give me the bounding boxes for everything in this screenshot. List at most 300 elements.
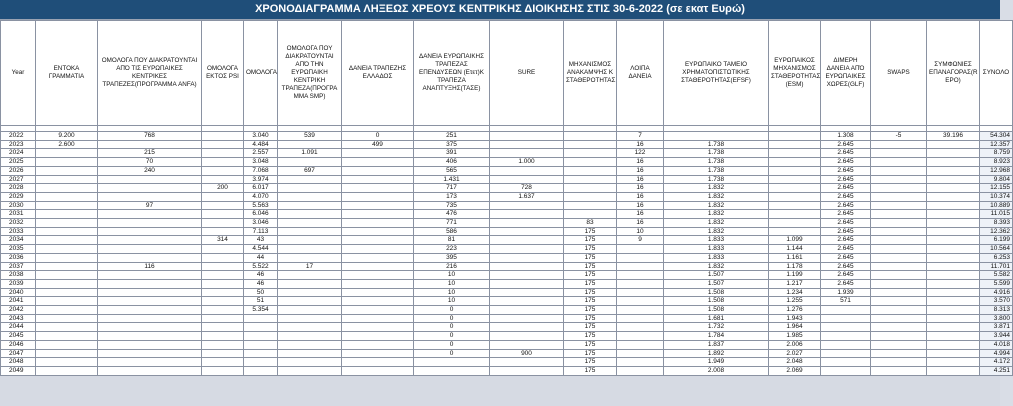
table-cell[interactable]: 1.833 xyxy=(664,245,769,254)
table-cell[interactable]: 1.091 xyxy=(278,149,342,158)
table-cell[interactable]: 1.178 xyxy=(769,262,821,271)
table-cell[interactable] xyxy=(564,175,617,184)
table-cell[interactable] xyxy=(617,323,664,332)
table-cell[interactable]: 2.645 xyxy=(821,140,871,149)
table-cell[interactable] xyxy=(278,288,342,297)
table-cell[interactable]: -5 xyxy=(871,132,927,141)
table-cell[interactable]: 3.048 xyxy=(244,158,278,167)
table-cell[interactable]: 50 xyxy=(244,288,278,297)
table-cell[interactable]: 175 xyxy=(564,227,617,236)
table-cell[interactable]: 175 xyxy=(564,366,617,375)
table-cell[interactable] xyxy=(278,358,342,367)
table-cell[interactable] xyxy=(871,262,927,271)
table-cell[interactable]: 2.645 xyxy=(821,192,871,201)
table-cell[interactable]: 1.964 xyxy=(769,323,821,332)
table-cell[interactable] xyxy=(244,332,278,341)
table-cell[interactable]: 5.354 xyxy=(244,306,278,315)
year-cell[interactable]: 2041 xyxy=(1,297,36,306)
year-cell[interactable]: 2028 xyxy=(1,184,36,193)
table-cell[interactable] xyxy=(769,166,821,175)
table-cell[interactable]: 1.508 xyxy=(664,297,769,306)
table-cell[interactable]: 216 xyxy=(414,262,490,271)
table-cell[interactable] xyxy=(927,314,980,323)
header-eib-loans[interactable]: ΔΑΝΕΙΑ ΕΥΡΩΠΑΙΚΗΣ ΤΡΑΠΕΖΑΣ ΕΠΕΝΔΥΣΕΩΝ (Ετετ)Κ ΤΡΑΠΕΖΑ ΑΝΑΠΤΥΞΗΣ(ΤΑΣΕ) xyxy=(414,21,490,126)
table-cell[interactable]: 1.985 xyxy=(769,332,821,341)
table-cell[interactable]: 1.217 xyxy=(769,279,821,288)
table-cell[interactable] xyxy=(617,366,664,375)
table-cell[interactable]: 735 xyxy=(414,201,490,210)
table-cell[interactable] xyxy=(564,166,617,175)
table-cell[interactable] xyxy=(769,140,821,149)
table-cell[interactable] xyxy=(342,236,414,245)
table-cell[interactable]: 81 xyxy=(414,236,490,245)
year-cell[interactable]: 2033 xyxy=(1,227,36,236)
table-cell[interactable]: 2.645 xyxy=(821,271,871,280)
table-cell[interactable] xyxy=(202,271,244,280)
table-cell[interactable]: 1.276 xyxy=(769,306,821,315)
table-cell[interactable] xyxy=(278,158,342,167)
table-cell[interactable] xyxy=(36,184,98,193)
table-cell[interactable]: 4.484 xyxy=(244,140,278,149)
table-cell[interactable]: 240 xyxy=(98,166,202,175)
table-cell[interactable] xyxy=(202,245,244,254)
table-cell[interactable] xyxy=(36,201,98,210)
header-bonds-ex-psi[interactable]: ΟΜΟΛΟΓΑ ΕΚΤΟΣ PSI xyxy=(202,21,244,126)
table-cell[interactable] xyxy=(927,279,980,288)
table-cell[interactable] xyxy=(927,158,980,167)
total-cell[interactable]: 4.172 xyxy=(980,358,1013,367)
header-swaps[interactable]: SWAPS xyxy=(871,21,927,126)
table-cell[interactable]: 2.008 xyxy=(664,366,769,375)
table-cell[interactable] xyxy=(821,349,871,358)
table-cell[interactable]: 1.308 xyxy=(821,132,871,141)
table-cell[interactable] xyxy=(342,184,414,193)
table-cell[interactable]: 2.645 xyxy=(821,166,871,175)
year-cell[interactable]: 2038 xyxy=(1,271,36,280)
table-cell[interactable] xyxy=(927,210,980,219)
header-esm[interactable]: ΕΥΡΩΠΑΙΚΟΣ ΜΗΧΑΝΙΣΜΟΣ ΣΤΑΘΕΡΟΤΗΤΑΣ (ESM) xyxy=(769,21,821,126)
table-cell[interactable]: 4.070 xyxy=(244,192,278,201)
table-cell[interactable] xyxy=(202,366,244,375)
table-cell[interactable] xyxy=(871,192,927,201)
year-cell[interactable]: 2045 xyxy=(1,332,36,341)
total-cell[interactable]: 9.804 xyxy=(980,175,1013,184)
table-cell[interactable]: 1.234 xyxy=(769,288,821,297)
table-cell[interactable] xyxy=(202,175,244,184)
table-cell[interactable]: 2.645 xyxy=(821,219,871,228)
table-cell[interactable]: 175 xyxy=(564,288,617,297)
table-cell[interactable] xyxy=(871,253,927,262)
table-cell[interactable] xyxy=(202,227,244,236)
table-cell[interactable] xyxy=(927,166,980,175)
table-cell[interactable] xyxy=(871,219,927,228)
table-cell[interactable] xyxy=(769,132,821,141)
year-cell[interactable]: 2043 xyxy=(1,314,36,323)
total-cell[interactable]: 8.923 xyxy=(980,158,1013,167)
table-cell[interactable] xyxy=(617,271,664,280)
table-cell[interactable]: 2.557 xyxy=(244,149,278,158)
total-cell[interactable]: 8.759 xyxy=(980,149,1013,158)
table-cell[interactable] xyxy=(36,366,98,375)
table-cell[interactable] xyxy=(871,323,927,332)
table-cell[interactable] xyxy=(490,140,564,149)
year-cell[interactable]: 2048 xyxy=(1,358,36,367)
year-cell[interactable]: 2023 xyxy=(1,140,36,149)
table-cell[interactable] xyxy=(821,306,871,315)
header-year[interactable]: Year xyxy=(1,21,36,126)
table-cell[interactable] xyxy=(98,323,202,332)
table-cell[interactable] xyxy=(278,297,342,306)
total-cell[interactable]: 8.393 xyxy=(980,219,1013,228)
table-cell[interactable]: 16 xyxy=(617,140,664,149)
table-cell[interactable] xyxy=(564,140,617,149)
table-cell[interactable]: 1.837 xyxy=(664,340,769,349)
table-cell[interactable] xyxy=(244,349,278,358)
header-treasury-bills[interactable]: ΕΝΤΟΚΑ ΓΡΑΜΜΑΤΙΑ xyxy=(36,21,98,126)
table-cell[interactable] xyxy=(871,314,927,323)
total-cell[interactable]: 10.889 xyxy=(980,201,1013,210)
table-cell[interactable]: 2.645 xyxy=(821,245,871,254)
total-cell[interactable]: 3.800 xyxy=(980,314,1013,323)
header-sure[interactable]: SURE xyxy=(490,21,564,126)
table-cell[interactable] xyxy=(36,192,98,201)
table-cell[interactable] xyxy=(342,219,414,228)
table-cell[interactable] xyxy=(342,210,414,219)
table-cell[interactable] xyxy=(617,358,664,367)
table-cell[interactable]: 1.738 xyxy=(664,166,769,175)
table-cell[interactable] xyxy=(98,219,202,228)
table-cell[interactable]: 1.832 xyxy=(664,184,769,193)
table-cell[interactable] xyxy=(98,236,202,245)
table-cell[interactable] xyxy=(36,236,98,245)
table-cell[interactable] xyxy=(927,253,980,262)
table-cell[interactable]: 586 xyxy=(414,227,490,236)
table-cell[interactable]: 10 xyxy=(617,227,664,236)
table-cell[interactable] xyxy=(490,253,564,262)
total-cell[interactable]: 12.155 xyxy=(980,184,1013,193)
table-cell[interactable] xyxy=(490,175,564,184)
table-cell[interactable]: 1.000 xyxy=(490,158,564,167)
table-cell[interactable] xyxy=(490,227,564,236)
table-cell[interactable] xyxy=(98,288,202,297)
table-cell[interactable]: 406 xyxy=(414,158,490,167)
year-cell[interactable]: 2029 xyxy=(1,192,36,201)
table-cell[interactable]: 175 xyxy=(564,349,617,358)
total-cell[interactable]: 8.313 xyxy=(980,306,1013,315)
table-cell[interactable]: 5.563 xyxy=(244,201,278,210)
total-cell[interactable]: 5.582 xyxy=(980,271,1013,280)
table-cell[interactable] xyxy=(564,184,617,193)
year-cell[interactable]: 2030 xyxy=(1,201,36,210)
table-cell[interactable] xyxy=(927,184,980,193)
table-cell[interactable] xyxy=(36,175,98,184)
table-cell[interactable]: 0 xyxy=(414,306,490,315)
table-cell[interactable]: 175 xyxy=(564,271,617,280)
table-cell[interactable] xyxy=(278,210,342,219)
header-repo[interactable]: ΣΥΜΦΩΝΙΕΣ ΕΠΑΝΑΓΟΡΑΣ(R EPO) xyxy=(927,21,980,126)
table-cell[interactable] xyxy=(490,306,564,315)
table-cell[interactable] xyxy=(278,245,342,254)
table-cell[interactable] xyxy=(202,314,244,323)
table-cell[interactable] xyxy=(490,262,564,271)
table-cell[interactable] xyxy=(490,210,564,219)
table-cell[interactable] xyxy=(278,366,342,375)
table-cell[interactable] xyxy=(36,306,98,315)
table-cell[interactable]: 900 xyxy=(490,349,564,358)
table-cell[interactable]: 2.645 xyxy=(821,262,871,271)
table-cell[interactable] xyxy=(927,201,980,210)
table-cell[interactable]: 175 xyxy=(564,314,617,323)
table-cell[interactable]: 0 xyxy=(414,349,490,358)
year-cell[interactable]: 2036 xyxy=(1,253,36,262)
table-cell[interactable] xyxy=(821,340,871,349)
table-cell[interactable] xyxy=(342,262,414,271)
table-cell[interactable]: 1.832 xyxy=(664,210,769,219)
table-cell[interactable] xyxy=(871,332,927,341)
total-cell[interactable]: 12.968 xyxy=(980,166,1013,175)
year-cell[interactable]: 2031 xyxy=(1,210,36,219)
total-cell[interactable]: 4.018 xyxy=(980,340,1013,349)
total-cell[interactable]: 3.871 xyxy=(980,323,1013,332)
table-cell[interactable]: 2.645 xyxy=(821,236,871,245)
table-cell[interactable]: 1.833 xyxy=(664,253,769,262)
table-cell[interactable] xyxy=(244,323,278,332)
table-cell[interactable] xyxy=(490,245,564,254)
table-cell[interactable]: 2.645 xyxy=(821,184,871,193)
table-cell[interactable] xyxy=(36,279,98,288)
year-cell[interactable]: 2034 xyxy=(1,236,36,245)
table-cell[interactable]: 16 xyxy=(617,166,664,175)
table-cell[interactable]: 2.645 xyxy=(821,201,871,210)
table-cell[interactable] xyxy=(278,271,342,280)
total-cell[interactable]: 4.994 xyxy=(980,349,1013,358)
table-cell[interactable]: 1.833 xyxy=(664,236,769,245)
table-cell[interactable] xyxy=(342,366,414,375)
table-cell[interactable] xyxy=(202,140,244,149)
table-cell[interactable] xyxy=(278,140,342,149)
table-cell[interactable] xyxy=(342,288,414,297)
table-cell[interactable]: 175 xyxy=(564,245,617,254)
table-cell[interactable] xyxy=(564,192,617,201)
table-cell[interactable] xyxy=(98,192,202,201)
table-cell[interactable]: 1.832 xyxy=(664,227,769,236)
table-cell[interactable] xyxy=(202,166,244,175)
table-cell[interactable] xyxy=(490,219,564,228)
table-cell[interactable] xyxy=(278,175,342,184)
table-cell[interactable] xyxy=(278,314,342,323)
table-cell[interactable] xyxy=(36,314,98,323)
table-cell[interactable] xyxy=(871,140,927,149)
total-cell[interactable]: 6.199 xyxy=(980,236,1013,245)
table-cell[interactable] xyxy=(490,201,564,210)
year-cell[interactable]: 2046 xyxy=(1,340,36,349)
table-cell[interactable] xyxy=(342,253,414,262)
table-cell[interactable]: 771 xyxy=(414,219,490,228)
table-cell[interactable] xyxy=(98,340,202,349)
year-cell[interactable]: 2049 xyxy=(1,366,36,375)
header-smp-bonds[interactable]: ΟΜΟΛΟΓΑ ΠΟΥ ΔΙΑΚΡΑΤΟΥΝΤΑΙ ΑΠΌ ΤΗΝ ΕΥΡΩΠΑΙΚΗ ΚΕΝΤΡΙΚΗ ΤΡΑΠΕΖΑ(ΠΡΟΓΡΑ ΜΜΑ SMP) xyxy=(278,21,342,126)
table-cell[interactable] xyxy=(342,166,414,175)
table-cell[interactable] xyxy=(202,323,244,332)
table-cell[interactable]: 2.006 xyxy=(769,340,821,349)
table-cell[interactable]: 175 xyxy=(564,262,617,271)
table-cell[interactable] xyxy=(871,306,927,315)
table-cell[interactable]: 2.645 xyxy=(821,227,871,236)
table-cell[interactable] xyxy=(617,340,664,349)
table-cell[interactable]: 3.974 xyxy=(244,175,278,184)
table-cell[interactable]: 1.508 xyxy=(664,288,769,297)
header-bank-of-greece-loans[interactable]: ΔΑΝΕΙΑ ΤΡΑΠΕΖΗΣ ΕΛΛΑΔΟΣ xyxy=(342,21,414,126)
table-cell[interactable] xyxy=(871,158,927,167)
year-cell[interactable]: 2025 xyxy=(1,158,36,167)
table-cell[interactable] xyxy=(564,210,617,219)
table-cell[interactable] xyxy=(927,271,980,280)
table-cell[interactable]: 2.645 xyxy=(821,210,871,219)
table-cell[interactable] xyxy=(202,279,244,288)
total-cell[interactable]: 4.916 xyxy=(980,288,1013,297)
year-cell[interactable]: 2024 xyxy=(1,149,36,158)
table-cell[interactable] xyxy=(36,210,98,219)
table-cell[interactable] xyxy=(342,201,414,210)
table-cell[interactable] xyxy=(871,366,927,375)
table-cell[interactable] xyxy=(927,175,980,184)
table-cell[interactable] xyxy=(342,192,414,201)
table-cell[interactable]: 10 xyxy=(414,279,490,288)
table-cell[interactable]: 1.832 xyxy=(664,192,769,201)
table-cell[interactable] xyxy=(927,340,980,349)
table-cell[interactable] xyxy=(871,288,927,297)
year-cell[interactable]: 2035 xyxy=(1,245,36,254)
year-cell[interactable]: 2044 xyxy=(1,323,36,332)
table-cell[interactable] xyxy=(871,227,927,236)
table-cell[interactable]: 173 xyxy=(414,192,490,201)
table-cell[interactable] xyxy=(927,358,980,367)
table-cell[interactable] xyxy=(871,340,927,349)
table-cell[interactable]: 1.255 xyxy=(769,297,821,306)
table-cell[interactable]: 0 xyxy=(414,323,490,332)
table-cell[interactable]: 0 xyxy=(342,132,414,141)
table-cell[interactable] xyxy=(36,149,98,158)
table-cell[interactable] xyxy=(769,210,821,219)
table-cell[interactable] xyxy=(36,245,98,254)
total-cell[interactable]: 3.570 xyxy=(980,297,1013,306)
table-cell[interactable] xyxy=(36,358,98,367)
table-cell[interactable]: 16 xyxy=(617,210,664,219)
table-cell[interactable] xyxy=(278,236,342,245)
table-cell[interactable]: 395 xyxy=(414,253,490,262)
table-cell[interactable] xyxy=(490,166,564,175)
table-cell[interactable] xyxy=(202,332,244,341)
table-cell[interactable] xyxy=(36,253,98,262)
table-cell[interactable]: 1.431 xyxy=(414,175,490,184)
table-cell[interactable] xyxy=(617,262,664,271)
table-cell[interactable]: 0 xyxy=(414,314,490,323)
table-cell[interactable] xyxy=(617,253,664,262)
year-cell[interactable]: 2040 xyxy=(1,288,36,297)
total-cell[interactable]: 11.701 xyxy=(980,262,1013,271)
table-cell[interactable] xyxy=(36,219,98,228)
table-cell[interactable] xyxy=(821,358,871,367)
table-cell[interactable]: 0 xyxy=(414,340,490,349)
table-cell[interactable] xyxy=(871,297,927,306)
table-cell[interactable]: 1.738 xyxy=(664,158,769,167)
table-cell[interactable] xyxy=(98,175,202,184)
table-cell[interactable] xyxy=(927,192,980,201)
table-cell[interactable] xyxy=(927,323,980,332)
table-cell[interactable] xyxy=(98,279,202,288)
table-cell[interactable] xyxy=(490,297,564,306)
table-cell[interactable] xyxy=(36,349,98,358)
table-cell[interactable]: 1.784 xyxy=(664,332,769,341)
table-cell[interactable] xyxy=(244,340,278,349)
table-cell[interactable] xyxy=(98,297,202,306)
table-cell[interactable] xyxy=(617,245,664,254)
table-cell[interactable]: 46 xyxy=(244,279,278,288)
total-cell[interactable]: 12.357 xyxy=(980,140,1013,149)
table-cell[interactable] xyxy=(927,366,980,375)
table-cell[interactable] xyxy=(927,262,980,271)
table-cell[interactable]: 97 xyxy=(98,201,202,210)
table-cell[interactable] xyxy=(490,288,564,297)
table-cell[interactable]: 70 xyxy=(98,158,202,167)
table-cell[interactable] xyxy=(414,366,490,375)
year-cell[interactable]: 2022 xyxy=(1,132,36,141)
table-cell[interactable] xyxy=(202,149,244,158)
table-cell[interactable] xyxy=(490,366,564,375)
table-cell[interactable] xyxy=(927,349,980,358)
table-cell[interactable] xyxy=(98,253,202,262)
table-cell[interactable] xyxy=(821,314,871,323)
table-cell[interactable] xyxy=(98,245,202,254)
table-cell[interactable] xyxy=(927,306,980,315)
table-cell[interactable] xyxy=(871,236,927,245)
table-cell[interactable] xyxy=(202,158,244,167)
table-cell[interactable]: 9 xyxy=(617,236,664,245)
table-cell[interactable]: 0 xyxy=(414,332,490,341)
table-cell[interactable] xyxy=(871,271,927,280)
table-cell[interactable] xyxy=(36,166,98,175)
table-cell[interactable] xyxy=(871,201,927,210)
table-cell[interactable] xyxy=(342,149,414,158)
table-cell[interactable]: 175 xyxy=(564,306,617,315)
table-cell[interactable]: 1.939 xyxy=(821,288,871,297)
table-cell[interactable] xyxy=(36,271,98,280)
table-cell[interactable] xyxy=(617,314,664,323)
table-cell[interactable] xyxy=(98,332,202,341)
table-cell[interactable] xyxy=(98,366,202,375)
table-cell[interactable] xyxy=(342,323,414,332)
table-cell[interactable] xyxy=(769,175,821,184)
table-cell[interactable] xyxy=(36,340,98,349)
table-cell[interactable] xyxy=(202,219,244,228)
table-cell[interactable]: 2.645 xyxy=(821,279,871,288)
table-cell[interactable] xyxy=(98,140,202,149)
table-cell[interactable] xyxy=(36,227,98,236)
table-cell[interactable]: 1.832 xyxy=(664,219,769,228)
table-cell[interactable]: 116 xyxy=(98,262,202,271)
table-cell[interactable] xyxy=(342,340,414,349)
table-cell[interactable] xyxy=(278,253,342,262)
table-cell[interactable]: 476 xyxy=(414,210,490,219)
table-cell[interactable]: 2.645 xyxy=(821,149,871,158)
table-cell[interactable]: 2.027 xyxy=(769,349,821,358)
header-total[interactable]: ΣΥΝΟΛΟ xyxy=(980,21,1013,126)
table-cell[interactable] xyxy=(244,358,278,367)
table-cell[interactable]: 499 xyxy=(342,140,414,149)
table-cell[interactable] xyxy=(98,227,202,236)
table-cell[interactable]: 2.600 xyxy=(36,140,98,149)
table-cell[interactable] xyxy=(769,192,821,201)
